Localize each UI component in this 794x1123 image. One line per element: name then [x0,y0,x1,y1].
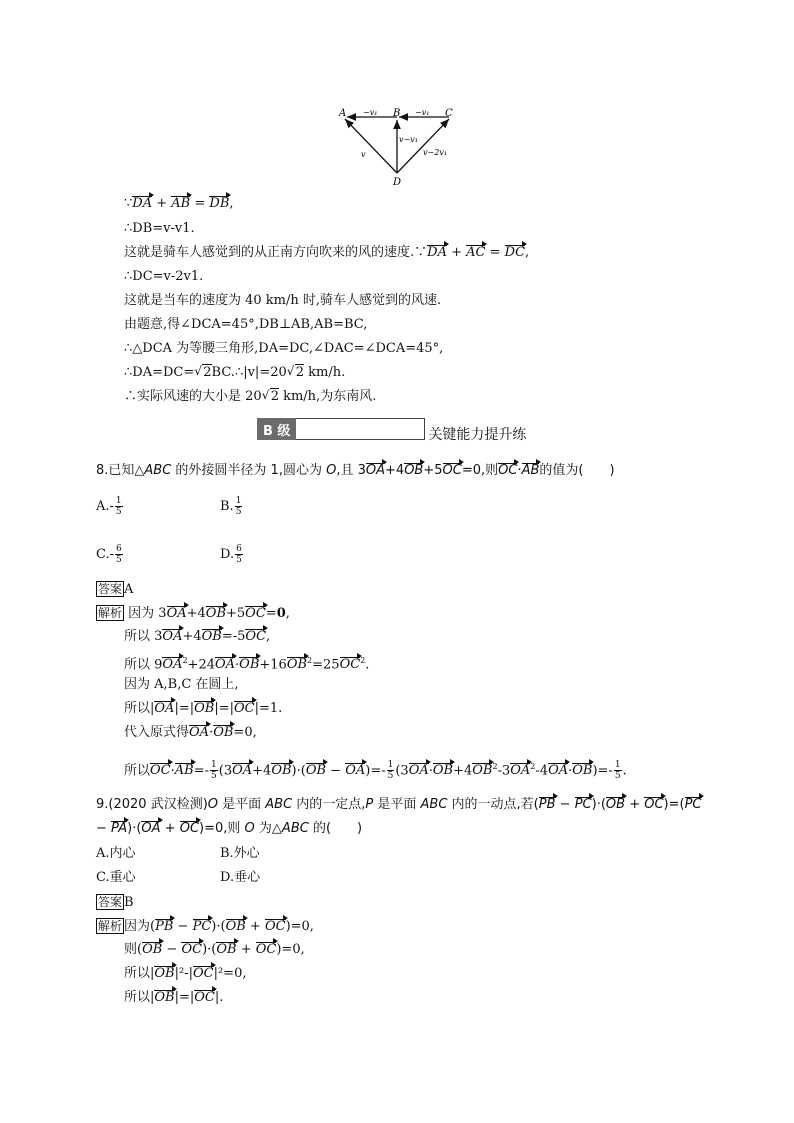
solution-line-8: ∴DA=DC=√ 2BC.∴|v|=20√ 2 km/h. [124,364,345,382]
analysis-tag: 解析 [98,606,123,620]
q9-analysis-1: 解析 因为(PB − PC)·(OB + OC)=0, [98,919,314,934]
q9-option-d[interactable]: D.垂心 [220,870,261,885]
q9-option-a[interactable]: A.内心 [96,846,136,861]
q9-analysis-3: 所以|OB|²-|OC|²=0, [124,966,247,981]
q9-answer: 答案 B [98,895,134,910]
label-ab: −v₁ [363,108,378,117]
arrow-da [345,119,397,173]
answer-tag: 答案 [98,895,123,909]
q8-answer: 答案 A [98,582,134,597]
q8-analysis-2: 所以 3OA+4OB=-5OC, [124,629,271,644]
q8-analysis-3: 所以 $9OA^2+24OA\cdot OB+16OB^2=25OC^2$. [124,656,370,673]
solution-line-6: 由题意,得∠DCA=45°,DB⊥AB,AB=BC, [124,317,368,332]
solution-line-7: ∴△DCA 为等腰三角形,DA=DC,∠DAC=∠DCA=45°, [124,341,444,356]
solution-line-9: ∴实际风速的大小是 20√ 2 km/h,为东南风. [124,388,376,406]
label-bd: v−v₁ [399,135,418,144]
solution-line-1: ∵DA + AB = DB, [124,196,234,211]
level-header [257,418,527,443]
label-ad: v [361,150,366,159]
solution-line-5: 这就是当车的速度为 40 km/h 时,骑车人感觉到的风速. [124,293,442,308]
q8-option-c[interactable]: C.- $\frac{6}{5}$ [96,544,122,565]
q8-analysis-7: 所以OC·AB=- $\frac{1}{5}$ (3OA+4OB)·(OB − OA)=- $\frac{1}{5}$ $(3OA\cdot OB+4OB^2-3OA^2-4OA\cdot OB)=-$ $\frac{1}{5}$ . [124,760,627,782]
q9-stem-1: 9.(2020 武汉检测)O 是平面 ABC 内的一定点,P 是平面 ABC 内的一动点,若(PB − PC)·(OB + OC)=(PC [96,797,702,812]
label-cd: v−2v₁ [423,148,448,157]
level-box [296,418,425,440]
velocity-diagram [335,105,460,187]
q9-option-b[interactable]: B.外心 [220,846,260,861]
solution-line-4: ∴DC=v-2v1. [124,269,204,284]
q8-option-b[interactable]: B. $\frac{1}{5}$ [220,496,242,517]
point-d: D [393,177,402,187]
q9-stem-2: − PA)·(OA + OC)=0,则 O 为△ABC 的( ) [96,821,363,836]
q9-analysis-2: 则(OB − OC)·(OB + OC)=0, [124,942,305,957]
q8-analysis-1: 解析 因为 3OA+4OB+5OC=0, [98,606,290,621]
analysis-tag: 解析 [98,919,123,933]
level-badge: B 级 [257,418,296,440]
point-b: B [393,108,401,119]
answer-tag: 答案 [98,582,123,596]
q8-analysis-6: 代入原式得OA·OB=0, [124,725,257,740]
q9-option-c[interactable]: C.重心 [96,870,136,885]
level-title: 关键能力提升练 [428,427,527,443]
label-bc: −v₁ [415,108,430,117]
q9-analysis-4: 所以|OB|=|OC|. [124,990,224,1005]
q8-option-a[interactable]: A.- $\frac{1}{5}$ [96,496,122,517]
q8-option-d[interactable]: D. $\frac{6}{5}$ [220,544,242,565]
q8-stem: 8.已知△ABC 的外接圆半径为 1,圆心为 O,且 3OA+4OB+5OC=0,则OC·AB的值为( ) [96,463,615,478]
q8-analysis-4: 因为 A,B,C 在圆上, [124,677,239,692]
solution-line-2: ∴DB=v-v1. [124,221,195,236]
arrow-dc [397,119,449,173]
solution-line-3: 这就是骑车人感觉到的从正南方向吹来的风的速度.∵DA + AC = DC, [124,245,530,260]
q8-analysis-5: 所以|OA|=|OB|=|OC|=1. [124,701,283,716]
point-c: C [445,108,453,119]
point-a: A [339,108,347,119]
